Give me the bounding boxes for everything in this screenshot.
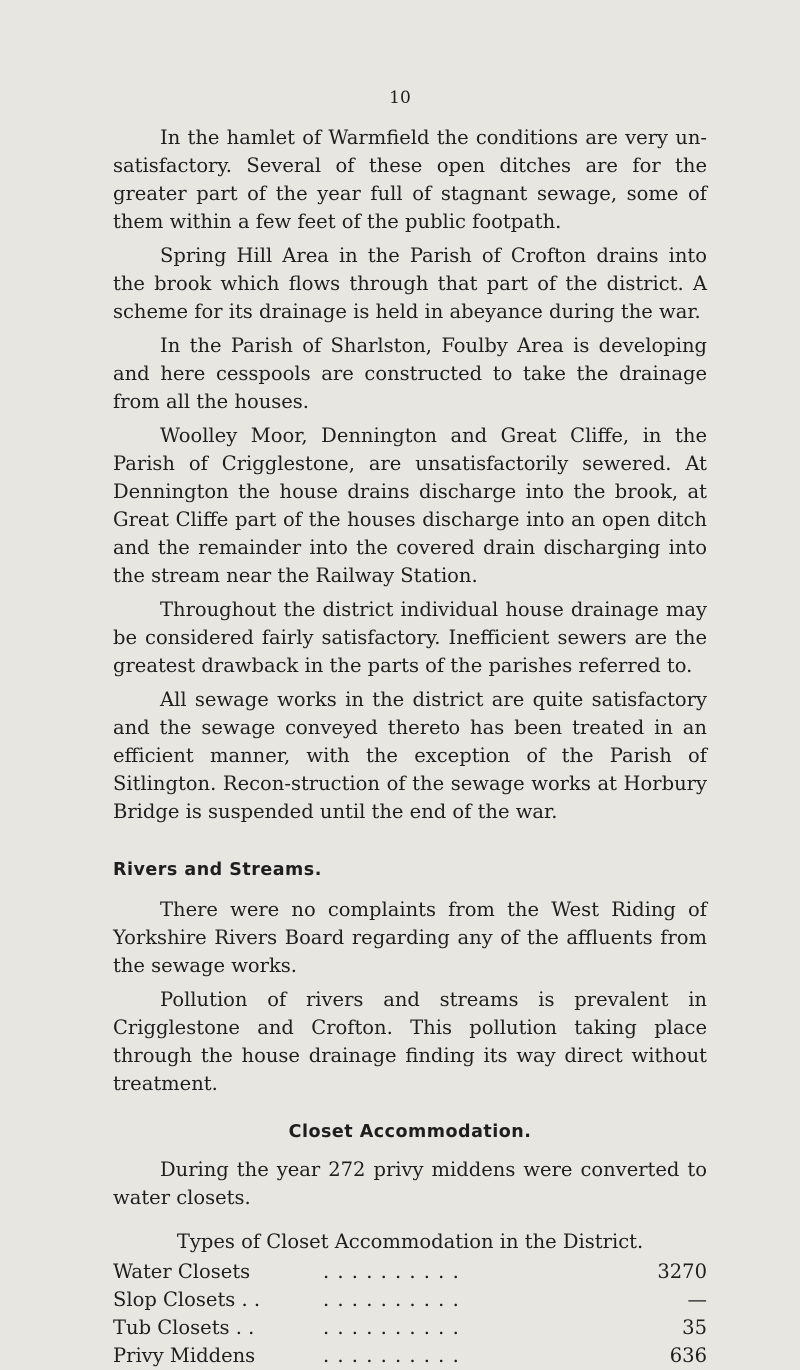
row-label: Tub Closets . .: [113, 1316, 255, 1339]
dot-leaders: . . . . . . . . . .: [323, 1344, 460, 1367]
row-value: 636: [669, 1344, 707, 1367]
table-title: Types of Closet Accommodation in the District.: [176, 1230, 644, 1253]
closet-table: [113, 1258, 707, 1370]
page-number: 10: [389, 88, 411, 108]
dot-leaders: . . . . . . . . . .: [323, 1260, 460, 1283]
paragraph-pollution: Pollution of rivers and streams is prevalent in Crigglestone and Crofton. This pollution taking place through the house drainage finding its way direct without treatment.: [113, 988, 707, 1095]
closet-heading: Closet Accommodation.: [288, 1122, 532, 1142]
row-value: —: [687, 1288, 707, 1311]
row-value: 35: [682, 1316, 707, 1339]
dot-leaders: . . . . . . . . . .: [323, 1316, 460, 1339]
paragraph-warmfield: In the hamlet of Warmfield the conditions are very un-satisfactory. Several of these open ditches are for the greater part of the year full of stagnant sewage, some of them within a few feet of the public footpath.: [113, 126, 707, 233]
paragraph-rivers-board: There were no complaints from the West Riding of Yorkshire Rivers Board regarding any of the affluents from the sewage works.: [113, 898, 707, 977]
paragraph-sharlston: In the Parish of Sharlston, Foulby Area is developing and here cesspools are constructed to take the drainage from all the houses.: [113, 334, 707, 413]
row-label: Water Closets: [113, 1260, 251, 1283]
paragraph-woolley-moor: Woolley Moor, Dennington and Great Cliffe, in the Parish of Crigglestone, are unsatisfactorily sewered. At Dennington the house drains discharge into the brook, at Great Cliffe part of the houses discharge into an open ditch and the remainder into the covered drain discharging into the stream near the Railway Station.: [113, 424, 707, 587]
row-value: 3270: [657, 1260, 707, 1283]
paragraph-house-drainage: Throughout the district individual house drainage may be considered fairly satisfactory. Inefficient sewers are the greatest drawback in the parts of the parishes referred to.: [113, 598, 707, 677]
table-row: [113, 1314, 707, 1342]
document-body: [113, 124, 707, 1370]
paragraph-privy-middens: During the year 272 privy middens were converted to water closets.: [113, 1158, 707, 1209]
row-label: Slop Closets . .: [113, 1288, 261, 1311]
row-label: Privy Middens: [113, 1344, 256, 1367]
table-row: [113, 1258, 707, 1286]
paragraph-spring-hill: Spring Hill Area in the Parish of Crofton drains into the brook which flows through that part of the district. A scheme for its drainage is held in abeyance during the war.: [113, 244, 707, 323]
rivers-heading: Rivers and Streams.: [113, 860, 322, 880]
dot-leaders: . . . . . . . . . .: [323, 1288, 460, 1311]
table-row: [113, 1286, 707, 1314]
paragraph-sewage-works: All sewage works in the district are quite satisfactory and the sewage conveyed thereto has been treated in an efficient manner, with the exception of the Parish of Sitlington. Recon-struction of the sewage works at Horbury Bridge is suspended until the end of the war.: [113, 688, 707, 823]
table-row: [113, 1342, 707, 1370]
